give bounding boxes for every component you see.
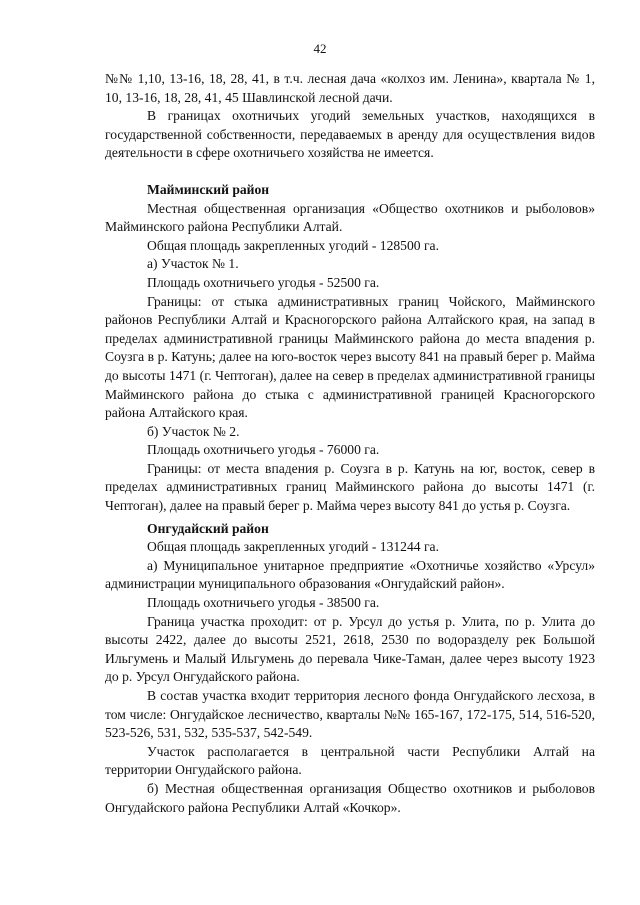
paragraph: б) Участок № 2. bbox=[147, 423, 240, 439]
section-heading-ongudaisky: Онгудайский район bbox=[147, 520, 269, 536]
section-heading-maiminsky: Майминский район bbox=[147, 181, 270, 197]
paragraph: №№ 1,10, 13-16, 18, 28, 41, в т.ч. лесная дача «колхоз им. Ленина», квартала № 1, 10, 13-16, 18, 28, 41, 45 Шавлинской лесной дачи. bbox=[105, 71, 595, 105]
paragraph: В границах охотничьих угодий земельных участков, находящихся в государственной собственности, передаваемых в аренду для осуществления видов деятельности в сфере охотничьего хозяйства не имеется. bbox=[105, 108, 595, 161]
paragraph: Общая площадь закрепленных угодий - 131244 га. bbox=[147, 539, 439, 555]
paragraph: Граница участка проходит: от р. Урсул до устья р. Улита, по р. Улита до высоты 2422, далее до высоты 2521, 2618, 2530 по водоразделу рек Большой Ильгумень и Малый Ильгумень до перевала Чике-Таман, далее через высоту 1923 до р. Урсул Онгудайского района. bbox=[105, 613, 595, 685]
document-body bbox=[105, 70, 595, 817]
paragraph: а) Участок № 1. bbox=[147, 256, 239, 272]
paragraph: Участок располагается в центральной части Республики Алтай на территории Онгудайского района. bbox=[105, 743, 595, 778]
paragraph: Площадь охотничьего угодья - 76000 га. bbox=[147, 442, 380, 458]
paragraph: Границы: от стыка административных границ Чойского, Майминского районов Республики Алтай и Красногорского района Алтайского края, на запад в пределах административной границы Майминского района до места впадения р. Соузга в р. Катунь; далее на юго-восток через высоту 841 на правый берег р. Майма до высоты 1471 (г. Чептоган), далее на север в пределах административной границы Майминского района до стыка с административной границей Красногорского района Алтайского края. bbox=[105, 293, 595, 421]
paragraph: Общая площадь закрепленных угодий - 128500 га. bbox=[147, 237, 439, 253]
paragraph: В состав участка входит территория лесного фонда Онгудайского лесхоза, в том числе: Онгудайское лесничество, кварталы №№ 165-167, 172-175, 514, 516-520, 523-526, 531, 532, 535-537, 542-549. bbox=[105, 688, 595, 741]
paragraph: Площадь охотничьего угодья - 38500 га. bbox=[147, 595, 380, 611]
paragraph: Площадь охотничьего угодья - 52500 га. bbox=[147, 274, 380, 290]
paragraph: б) Местная общественная организация Общество охотников и рыболовов Онгудайского района Республики Алтай «Кочкор». bbox=[105, 780, 595, 815]
paragraph: Местная общественная организация «Общество охотников и рыболовов» Майминского района Республики Алтай. bbox=[105, 200, 595, 235]
page-number: 42 bbox=[313, 41, 327, 56]
paragraph: а) Муниципальное унитарное предприятие «Охотничье хозяйство «Урсул» администрации муниципального образования «Онгудайский район». bbox=[105, 557, 595, 592]
paragraph: Границы: от места впадения р. Соузга в р. Катунь на юг, восток, север в пределах административных границ Майминского района до высоты 1471 (г. Чептоган), далее на правый берег р. Майма через высоту 841 до устья р. Соузга. bbox=[105, 460, 595, 514]
